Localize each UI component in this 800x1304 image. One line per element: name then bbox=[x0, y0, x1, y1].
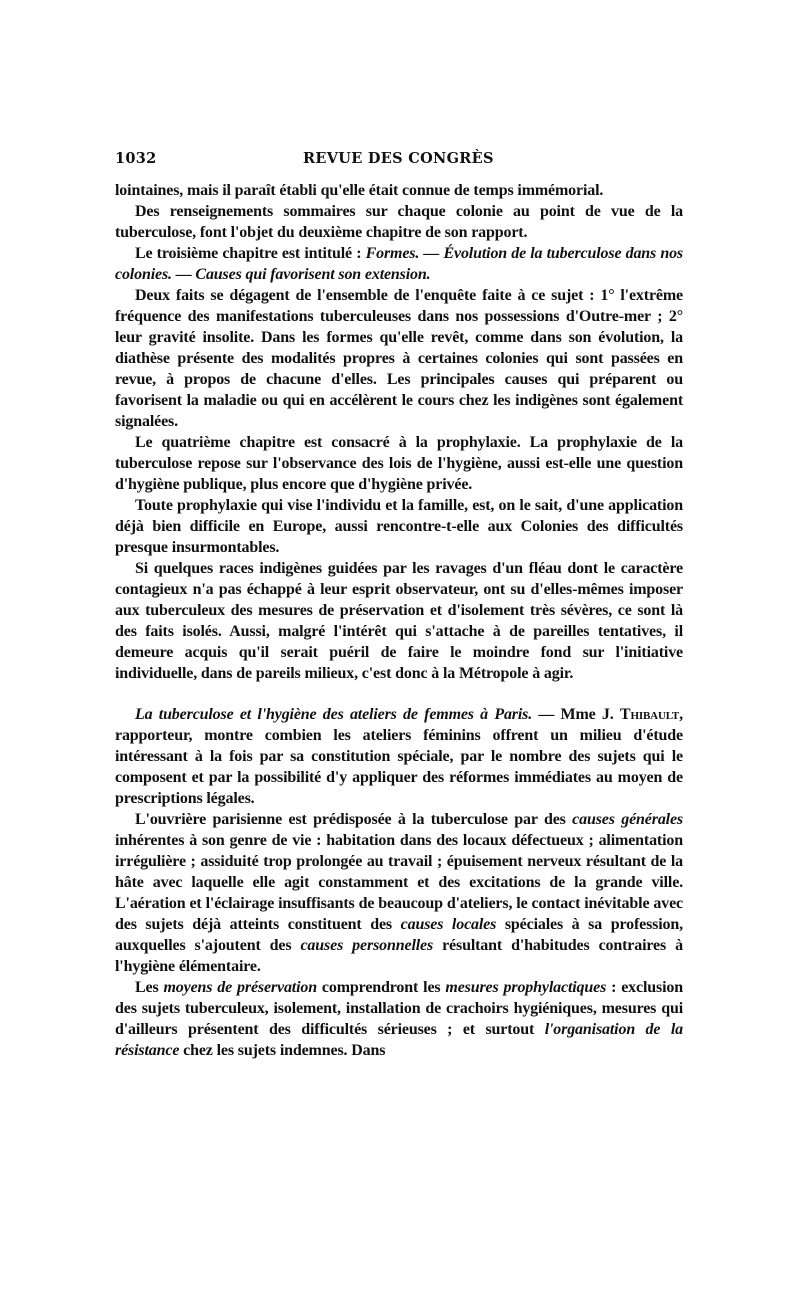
text-run: : exclusion des sujets tuberculeux, isolement, installation de crachoirs hygiéniques, mesures qui d'ailleurs présentent des difficultés sérieuses ; et surtout bbox=[115, 979, 683, 1038]
emphasis: causes locales bbox=[400, 916, 497, 933]
text-run: Les bbox=[135, 979, 164, 996]
paragraph bbox=[115, 243, 683, 285]
page-number: 1032 bbox=[115, 150, 157, 167]
text-run: — Mme J. bbox=[532, 706, 620, 723]
emphasis: mesures prophylactiques bbox=[445, 979, 607, 996]
author-name: Thibault bbox=[619, 706, 680, 723]
section-title: La tuberculose et l'hygiène des ateliers de femmes à Paris. bbox=[135, 706, 533, 723]
emphasis: moyens de préservation bbox=[163, 979, 317, 996]
paragraph: lointaines, mais il paraît établi qu'elle était connue de temps immémorial. bbox=[115, 182, 604, 199]
paragraph-lead: Le troisième chapitre est intitulé : bbox=[135, 245, 366, 262]
chapter-title: Formes. — Évolution de la tuberculose dans nos colonies. — Causes qui favorisent son extension. bbox=[115, 245, 684, 283]
text-run: inhérentes à son genre de vie : habitation dans des locaux défectueux ; alimentation irrégulière ; assiduité trop prolongée au travail ; épuisement nerveux résultant de la hâte avec laquelle elle agit constamment et des excitations de la grande ville. L'aération et l'éclairage insuffisants de beaucoup d'ateliers, le contact inévitable avec des sujets déjà atteints constituent des bbox=[115, 832, 683, 933]
emphasis: causes personnelles bbox=[300, 937, 434, 954]
paragraph: Deux faits se dégagent de l'ensemble de l'enquête faite à ce sujet : 1° l'extrême fréquence des manifestations tuberculeuses dans nos possessions d'Outre-mer ; 2° leur gravité insolite. Dans les formes qu'elle revêt, comme dans son évolution, la diathèse présente des modalités propres à certaines colonies qui sont passées en revue, à propos de chacune d'elles. Les principales causes qui préparent ou favorisent la maladie ou qui en accélèrent le cours chez les indigènes sont également signalées. bbox=[115, 287, 683, 430]
paragraph bbox=[115, 704, 683, 809]
text-run: L'ouvrière parisienne est prédisposée à la tuberculose par des bbox=[135, 811, 573, 828]
journal-page bbox=[115, 150, 683, 1061]
text-run: , rapporteur, montre combien les ateliers féminins offrent un milieu d'étude intéressant à la fois par sa constitution spéciale, par le nombre des sujets qui le composent et par la possibilité d'y appliquer des réformes immédiates au moyen de prescriptions légales. bbox=[115, 706, 683, 807]
text-run: spéciales à sa profession, auxquelles s'ajoutent des bbox=[115, 916, 683, 954]
paragraph bbox=[115, 977, 683, 1061]
paragraph: Le quatrième chapitre est consacré à la prophylaxie. La prophylaxie de la tuberculose repose sur l'observance des lois de l'hygiène, aussi est-elle une question d'hygiène publique, plus encore que d'hygiène privée. bbox=[115, 434, 683, 493]
paragraph: Si quelques races indigènes guidées par les ravages d'un fléau dont le caractère contagieux n'a pas échappé à leur esprit observateur, ont su d'elles-mêmes imposer aux tuberculeux des mesures de préservation et d'isolement très sévères, ce sont là des faits isolés. Aussi, malgré l'intérêt qui s'attache à de pareilles tentatives, il demeure acquis qu'il serait puéril de faire le moindre fond sur l'initiative individuelle, dans de pareils milieux, c'est donc à la Métropole à agir. bbox=[115, 560, 683, 682]
running-title: REVUE DES CONGRÈS bbox=[303, 150, 494, 167]
running-header bbox=[115, 150, 683, 180]
paragraph: Des renseignements sommaires sur chaque colonie au point de vue de la tuberculose, font l'objet du deuxième chapitre de son rapport. bbox=[115, 203, 683, 241]
text-run: comprendront les bbox=[317, 979, 446, 996]
text-run: chez les sujets indemnes. Dans bbox=[179, 1042, 386, 1059]
section-gap bbox=[115, 684, 683, 704]
text-run: résultant d'habitudes contraires à l'hygiène élémentaire. bbox=[115, 937, 683, 975]
paragraph bbox=[115, 809, 683, 977]
paragraph: Toute prophylaxie qui vise l'individu et la famille, est, on le sait, d'une application déjà bien difficile en Europe, aussi rencontre-t-elle aux Colonies des difficultés presque insurmontables. bbox=[115, 497, 683, 556]
body-text bbox=[115, 180, 683, 1061]
emphasis: l'organisation de la résistance bbox=[115, 1021, 683, 1059]
emphasis: causes générales bbox=[572, 811, 683, 828]
